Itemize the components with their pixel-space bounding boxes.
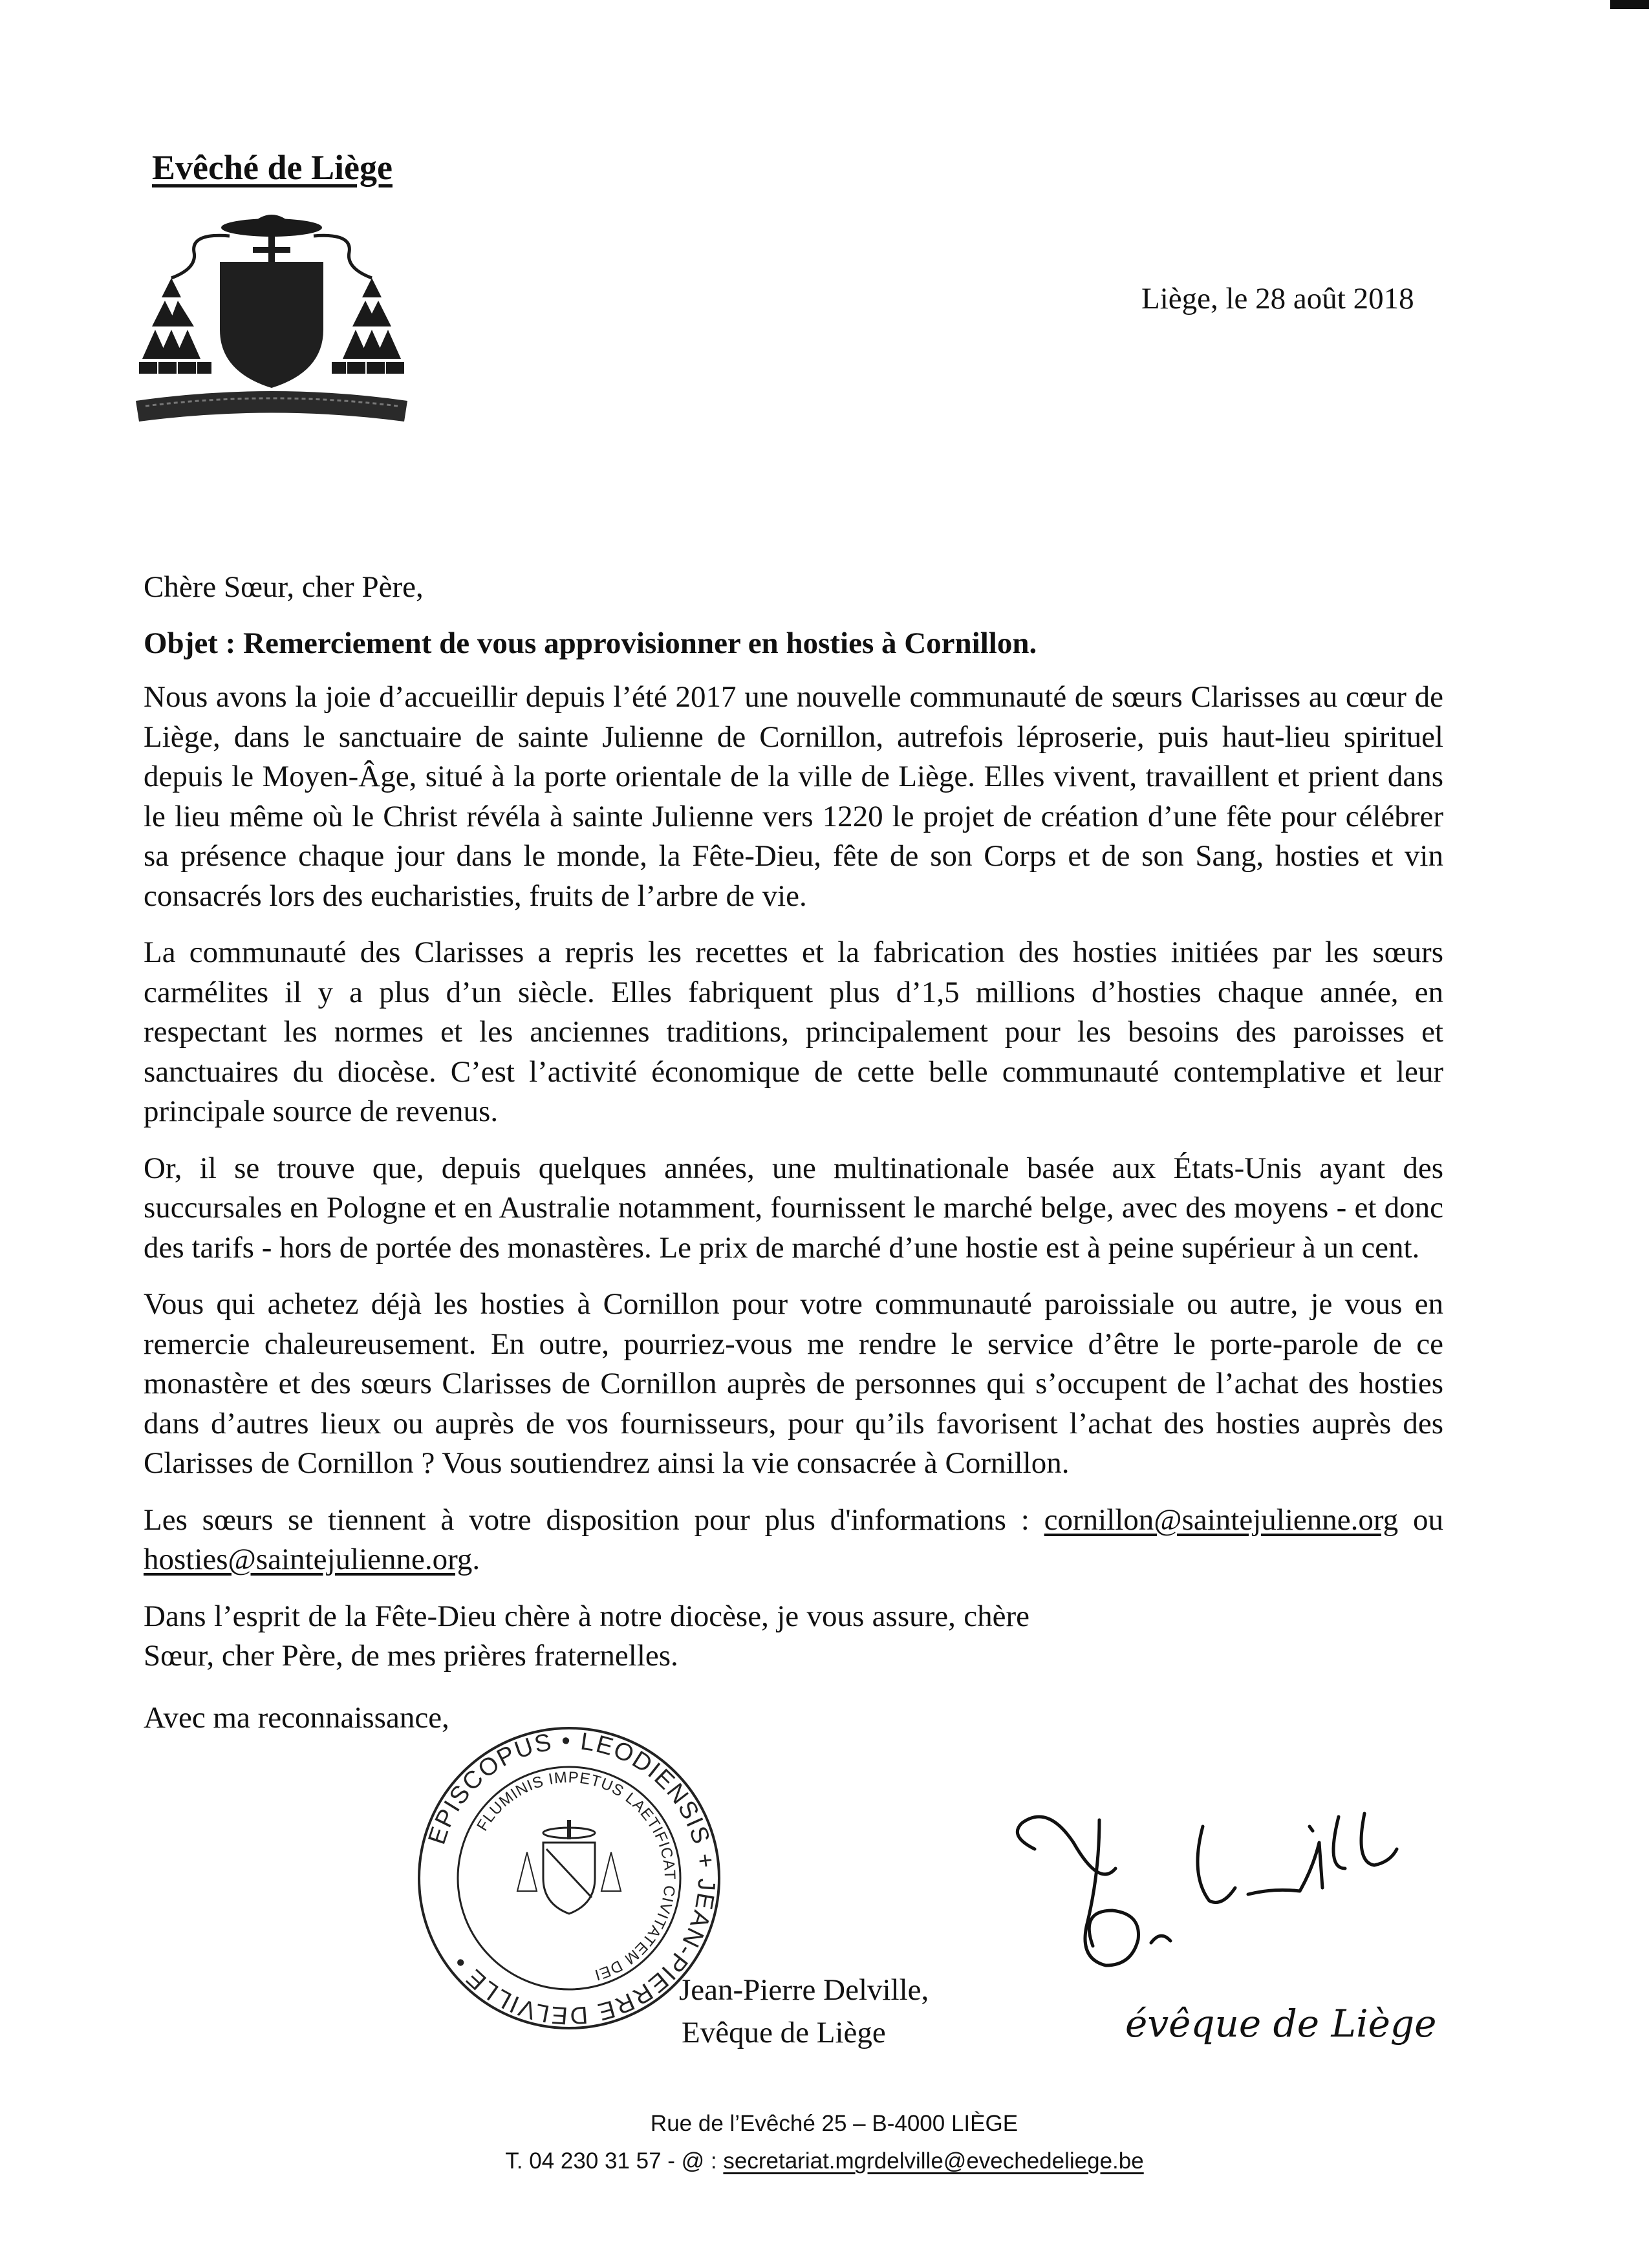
handwritten-signature — [1002, 1797, 1507, 2056]
email-link-hosties[interactable]: hosties@saintejulienne.org — [144, 1543, 473, 1576]
footer — [0, 2105, 1649, 2180]
footer-address: Rue de l’Evêché 25 – B-4000 LIÈGE — [650, 2111, 1018, 2136]
signer-name: Jean-Pierre Delville, — [679, 1973, 929, 2007]
letterhead-title: Evêché de Liège — [152, 148, 393, 187]
closing-wish: Dans l’esprit de la Fête-Dieu chère à notre diocèse, je vous assure, chère Sœur, cher Père, de mes prières fraternelles. — [144, 1599, 1029, 1673]
svg-text:FLUMINIS IMPETUS LAETIFICAT CI — [473, 1769, 678, 1984]
episcopal-coat-of-arms-icon — [133, 207, 411, 440]
handwritten-note: évêque de Liège — [1125, 2002, 1437, 2046]
subject-line: Objet : Remerciement de vous approvisionner en hosties à Cornillon. — [144, 626, 1037, 660]
contact-end: . — [472, 1543, 480, 1576]
paragraph: Or, il se trouve que, depuis quelques années, une multinationale basée aux États-Unis ayant des succursales en Pologne et en Australie notamment, fournissent le marché belge, avec des moyens - et donc des tarifs - hors de portée des monastères. Le prix de marché d’une hostie est à peine supérieur à un cent. — [144, 1151, 1443, 1265]
seal-outer-text: EPISCOPUS • LEODIENSIS + JEAN-PIERRE DELVILLE • — [423, 1727, 720, 2029]
paragraph: La communauté des Clarisses a repris les recettes et la fabrication des hosties initiées par les sœurs carmélites il y a plus d’un siècle. Elles fabriquent plus d’1,5 millions d’hosties chaque année, en respectant les normes et les anciennes traditions, principalement pour les besoins des paroisses et sanctuaires du diocèse. C’est l’activité économique de cette belle communauté contemplative et leur principale source de revenus. — [144, 936, 1443, 1128]
episcopal-seal-stamp — [414, 1723, 724, 2033]
footer-email-link[interactable]: secretariat.mgrdelville@evechedeliege.be — [723, 2148, 1144, 2174]
sign-off: Avec ma reconnaissance, — [144, 1700, 449, 1735]
contact-intro: Les sœurs se tiennent à votre disposition pour plus d'informations : — [144, 1503, 1044, 1537]
letter-body — [144, 568, 1443, 1738]
salutation: Chère Sœur, cher Père, — [144, 570, 424, 604]
contact-joiner: ou — [1398, 1503, 1443, 1537]
email-link-cornillon[interactable]: cornillon@saintejulienne.org — [1044, 1503, 1399, 1537]
paragraph: Vous qui achetez déjà les hosties à Cornillon pour votre communauté paroissiale ou autre, je vous en remercie chaleureusement. En outre, pourriez-vous me rendre le service d’être le porte-parole de ce monastère et des sœurs Clarisses de Cornillon auprès de personnes qui s’occupent de l’achat des hosties dans d’autres lieux ou auprès de vos fournisseurs, pour qu’ils favorisent l’achat des hosties auprès des Clarisses de Cornillon ? Vous soutiendrez ainsi la vie consacrée à Cornillon. — [144, 1287, 1443, 1480]
seal-inner-text: FLUMINIS IMPETUS LAETIFICAT CIVITATEM DEI — [473, 1768, 679, 1984]
page-edge-mark — [1610, 0, 1649, 9]
footer-phone: T. 04 230 31 57 - @ : — [505, 2148, 724, 2174]
signer-title: Evêque de Liège — [682, 2016, 886, 2049]
paragraph: Nous avons la joie d’accueillir depuis l’été 2017 une nouvelle communauté de sœurs Clarisses au cœur de Liège, dans le sanctuaire de sainte Julienne de Cornillon, autrefois léproserie, puis haut-lieu spirituel depuis le Moyen-Âge, situé à la porte orientale de la ville de Liège. Elles vivent, travaillent et prient dans le lieu même où le Christ révéla à sainte Julienne vers 1220 le projet de création d’une fête pour célébrer sa présence chaque jour dans le monde, la Fête-Dieu, fête de son Corps et de son Sang, hosties et vin consacrés lors des eucharisties, fruits de l’arbre de vie. — [144, 680, 1443, 913]
letter-date: Liège, le 28 août 2018 — [1141, 282, 1414, 316]
seal-arms-icon — [517, 1820, 621, 1914]
contact-paragraph — [144, 1501, 1443, 1580]
footer-contact-line — [0, 2143, 1649, 2180]
signer-block — [679, 1969, 929, 2054]
